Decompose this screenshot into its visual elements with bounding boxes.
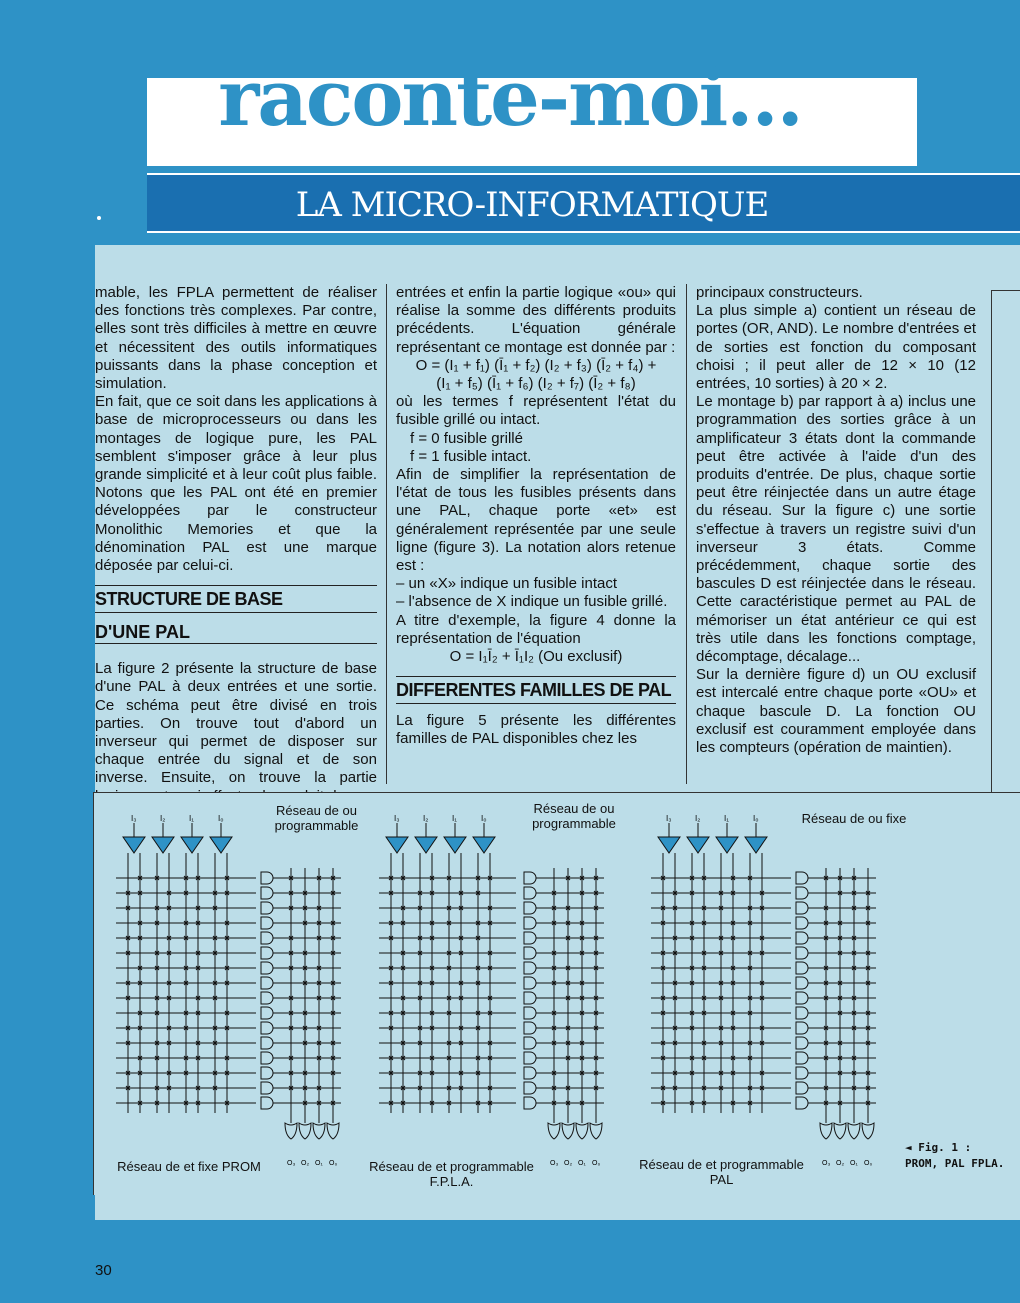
- output-label: O₂: [301, 1160, 310, 1167]
- and-gate-icon: [261, 932, 273, 944]
- and-gate-icon: [796, 902, 808, 914]
- equation: (I₁ + f₅) (Ī₁ + f₆) (I₂ + f₇) (Ī₂ + f₈): [436, 375, 636, 393]
- bullet-dot: [97, 216, 101, 220]
- and-gate-icon: [524, 1097, 536, 1109]
- output-label: O₃: [550, 1160, 559, 1167]
- and-gate-icon: [261, 1082, 273, 1094]
- input-label: I₁: [189, 814, 194, 823]
- buffer-icon: [716, 837, 738, 853]
- and-gate-icon: [796, 887, 808, 899]
- output-label: O₁: [315, 1160, 323, 1167]
- figure-frame: [991, 290, 1020, 796]
- section-heading: [95, 585, 377, 613]
- paragraph: entrées et enfin la partie logique «ou» qui réalise la somme des différents produits précédents. L'équation générale représentant ce montage est donnée par :: [396, 284, 676, 356]
- and-gate-icon: [796, 947, 808, 959]
- output-label: O₃: [287, 1160, 296, 1167]
- buffer-icon: [473, 837, 495, 853]
- or-gate-icon: [862, 1123, 874, 1139]
- input-label: I₃: [394, 814, 400, 823]
- page-title: raconte-moi...: [218, 53, 802, 144]
- figure-caption: ◄ Fig. 1 : PROM, PAL FPLA.: [905, 1141, 1005, 1170]
- and-gate-icon: [796, 932, 808, 944]
- and-gate-icon: [261, 917, 273, 929]
- and-gate-icon: [796, 1022, 808, 1034]
- and-gate-icon: [524, 992, 536, 1004]
- list-item: – l'absence de X indique un fusible grillé.: [396, 593, 668, 611]
- and-gate-icon: [524, 947, 536, 959]
- buffer-icon: [415, 837, 437, 853]
- buffer-icon: [123, 837, 145, 853]
- and-gate-icon: [796, 872, 808, 884]
- diagram-bottom-label: Réseau de et programmable F.P.L.A.: [369, 1159, 534, 1189]
- or-gate-icon: [548, 1123, 560, 1139]
- output-label: O₂: [564, 1160, 573, 1167]
- and-gate-icon: [524, 932, 536, 944]
- and-gate-icon: [261, 1052, 273, 1064]
- fuse-definition: f = 0 fusible grillé: [410, 429, 523, 447]
- buffer-icon: [210, 837, 232, 853]
- and-gate-icon: [261, 902, 273, 914]
- and-gate-icon: [524, 887, 536, 899]
- paragraph: La plus simple a) contient un réseau de portes (OR, AND). Le nombre d'entrées et de sorties est fonction du composant choisi ; il peut aller de 12 × 10 (12 entrées, 10 sorties) à 20 × 2.: [696, 302, 976, 393]
- input-label: I₁: [724, 814, 729, 823]
- input-label: I₀: [753, 814, 759, 823]
- output-label: O₀: [329, 1160, 338, 1167]
- column-rule: [686, 284, 687, 784]
- and-gate-icon: [524, 872, 536, 884]
- paragraph: La figure 5 présente les différentes familles de PAL disponibles chez les: [396, 712, 676, 748]
- and-gate-icon: [524, 1022, 536, 1034]
- or-gate-icon: [299, 1123, 311, 1139]
- paragraph: Sur la dernière figure d) un OU exclusif est intercalé entre chaque porte «OU» et chaque bascule D. La fonction OU exclusif est couramment employée dans les compteurs (opération de maintien).: [696, 666, 976, 757]
- or-gate-icon: [834, 1123, 846, 1139]
- and-gate-icon: [796, 1007, 808, 1019]
- column-rule: [386, 284, 387, 784]
- output-label: O₀: [864, 1160, 873, 1167]
- page-subtitle: LA MICRO-INFORMATIQUE: [295, 185, 769, 225]
- output-label: O₁: [578, 1160, 586, 1167]
- input-label: I₁: [452, 814, 457, 823]
- and-gate-icon: [796, 1097, 808, 1109]
- diagram-top-label: Réseau de ou programmable: [532, 801, 616, 831]
- fuse-definition: f = 1 fusible intact.: [410, 447, 532, 465]
- equation: O = I₁Ī₂ + Ī₁I₂ (Ou exclusif): [449, 648, 623, 666]
- diagram-bottom-label: Réseau de et fixe PROM: [117, 1159, 261, 1174]
- section-heading-line: D'UNE PAL: [95, 621, 377, 644]
- and-gate-icon: [796, 1037, 808, 1049]
- input-label: I₀: [481, 814, 487, 823]
- subtitle-banner: [147, 173, 1020, 233]
- paragraph: principaux constructeurs.: [696, 284, 863, 301]
- diagram-top-label: Réseau de ou programmable: [274, 803, 359, 833]
- paragraph: A titre d'exemple, la figure 4 donne la représentation de l'équation: [396, 611, 676, 647]
- and-gate-icon: [524, 1007, 536, 1019]
- and-gate-icon: [261, 1007, 273, 1019]
- or-gate-icon: [848, 1123, 860, 1139]
- output-label: O₃: [822, 1160, 831, 1167]
- input-label: I₂: [160, 814, 166, 823]
- output-label: O₁: [850, 1160, 858, 1167]
- and-gate-icon: [524, 902, 536, 914]
- and-gate-icon: [261, 977, 273, 989]
- or-gate-icon: [820, 1123, 832, 1139]
- page-number: 30: [95, 1262, 112, 1279]
- column-3: [696, 284, 976, 757]
- paragraph: où les termes f représentent l'état du fusible grillé ou intact.: [396, 393, 676, 429]
- and-gate-icon: [261, 947, 273, 959]
- input-label: I₃: [131, 814, 137, 823]
- and-gate-icon: [796, 1067, 808, 1079]
- buffer-icon: [687, 837, 709, 853]
- column-1: [95, 284, 377, 806]
- and-gate-icon: [261, 1037, 273, 1049]
- paragraph: Afin de simplifier la représentation de l'état de tous les fusibles présents dans une PAL, chaque porte «et» est généralement représentée par une seule ligne (figure 3). La notation alors retenue est :: [396, 466, 676, 575]
- buffer-icon: [658, 837, 680, 853]
- buffer-icon: [181, 837, 203, 853]
- figure-1: [93, 792, 1020, 1195]
- and-gate-icon: [796, 1082, 808, 1094]
- buffer-icon: [152, 837, 174, 853]
- and-gate-icon: [524, 977, 536, 989]
- and-gate-icon: [796, 1052, 808, 1064]
- paragraph: En fait, que ce soit dans les applications à base de microprocesseurs ou dans les montages de logique pure, les PAL semblent s'imposer grâce à leur plus grande simplicité et à leur coût plus faible. Notons que les PAL ont été en premier développées par le constructeur Monolithic Memories et que la dénomination PAL est une marque déposée par celui-ci.: [95, 393, 377, 575]
- buffer-icon: [386, 837, 408, 853]
- or-gate-icon: [576, 1123, 588, 1139]
- input-label: I₃: [666, 814, 672, 823]
- and-gate-icon: [796, 992, 808, 1004]
- output-label: O₂: [836, 1160, 845, 1167]
- and-gate-icon: [261, 962, 273, 974]
- list-item: – un «X» indique un fusible intact: [396, 575, 617, 593]
- diagram-bottom-label: Réseau de et programmable PAL: [639, 1157, 804, 1187]
- buffer-icon: [745, 837, 767, 853]
- and-gate-icon: [261, 1097, 273, 1109]
- buffer-icon: [444, 837, 466, 853]
- and-gate-icon: [796, 917, 808, 929]
- or-gate-icon: [590, 1123, 602, 1139]
- input-label: I₀: [218, 814, 224, 823]
- paragraph: mable, les FPLA permettent de réaliser des fonctions très complexes. Par contre, elles sont très difficiles à mettre en œuvre et nécessitent des outils informatiques puissants dans la phase conception et simulation.: [95, 284, 377, 393]
- paragraph: La figure 2 présente la structure de base d'une PAL à deux entrées et une sortie. Ce schéma peut être divisé en trois parties. On trouve tout d'abord un inverseur qui permet de disposer sur chaque entrée du signal et de son inverse. Ensuite, on trouve la partie: [95, 660, 377, 787]
- section-heading-line: STRUCTURE DE BASE: [95, 589, 283, 610]
- and-gate-icon: [796, 962, 808, 974]
- and-gate-icon: [524, 1052, 536, 1064]
- column-2: [396, 284, 676, 749]
- and-gate-icon: [261, 872, 273, 884]
- and-gate-icon: [524, 1037, 536, 1049]
- and-gate-icon: [524, 1067, 536, 1079]
- and-gate-icon: [524, 1082, 536, 1094]
- section-heading: DIFFERENTES FAMILLES DE PAL: [396, 676, 676, 704]
- diagram-top-label: Réseau de ou fixe: [801, 811, 907, 826]
- and-gate-icon: [261, 992, 273, 1004]
- input-label: I₂: [423, 814, 429, 823]
- and-gate-icon: [261, 1022, 273, 1034]
- or-gate-icon: [285, 1123, 297, 1139]
- logic-diagrams: [94, 793, 1020, 1195]
- input-label: I₂: [695, 814, 701, 823]
- and-gate-icon: [261, 1067, 273, 1079]
- and-gate-icon: [524, 962, 536, 974]
- and-gate-icon: [796, 977, 808, 989]
- and-gate-icon: [524, 917, 536, 929]
- or-gate-icon: [313, 1123, 325, 1139]
- and-gate-icon: [261, 887, 273, 899]
- paragraph: Le montage b) par rapport à a) inclus une programmation des sorties grâce à un amplificateur 3 états dont la commande peut être activée à l'aide d'un des produits d'entrée. De plus, chaque sortie peut être réinjectée dans un autre étage du réseau. Sur la figure c) une sortie s'effectue à travers un registre suivi d'un inverseur 3 états. Comme précédemment, chaque sortie des bascules D est réinjectée dans le réseau. Cette caractéristique permet au PAL de mémoriser un état antérieur ce qui est très utile dans les fonctions comptage, décomptage, décalage...: [696, 393, 976, 666]
- output-label: O₀: [592, 1160, 601, 1167]
- equation: O = (I₁ + f₁) (Ī₁ + f₂) (I₂ + f₃) (Ī₂ + f₄) +: [415, 356, 657, 374]
- or-gate-icon: [327, 1123, 339, 1139]
- or-gate-icon: [562, 1123, 574, 1139]
